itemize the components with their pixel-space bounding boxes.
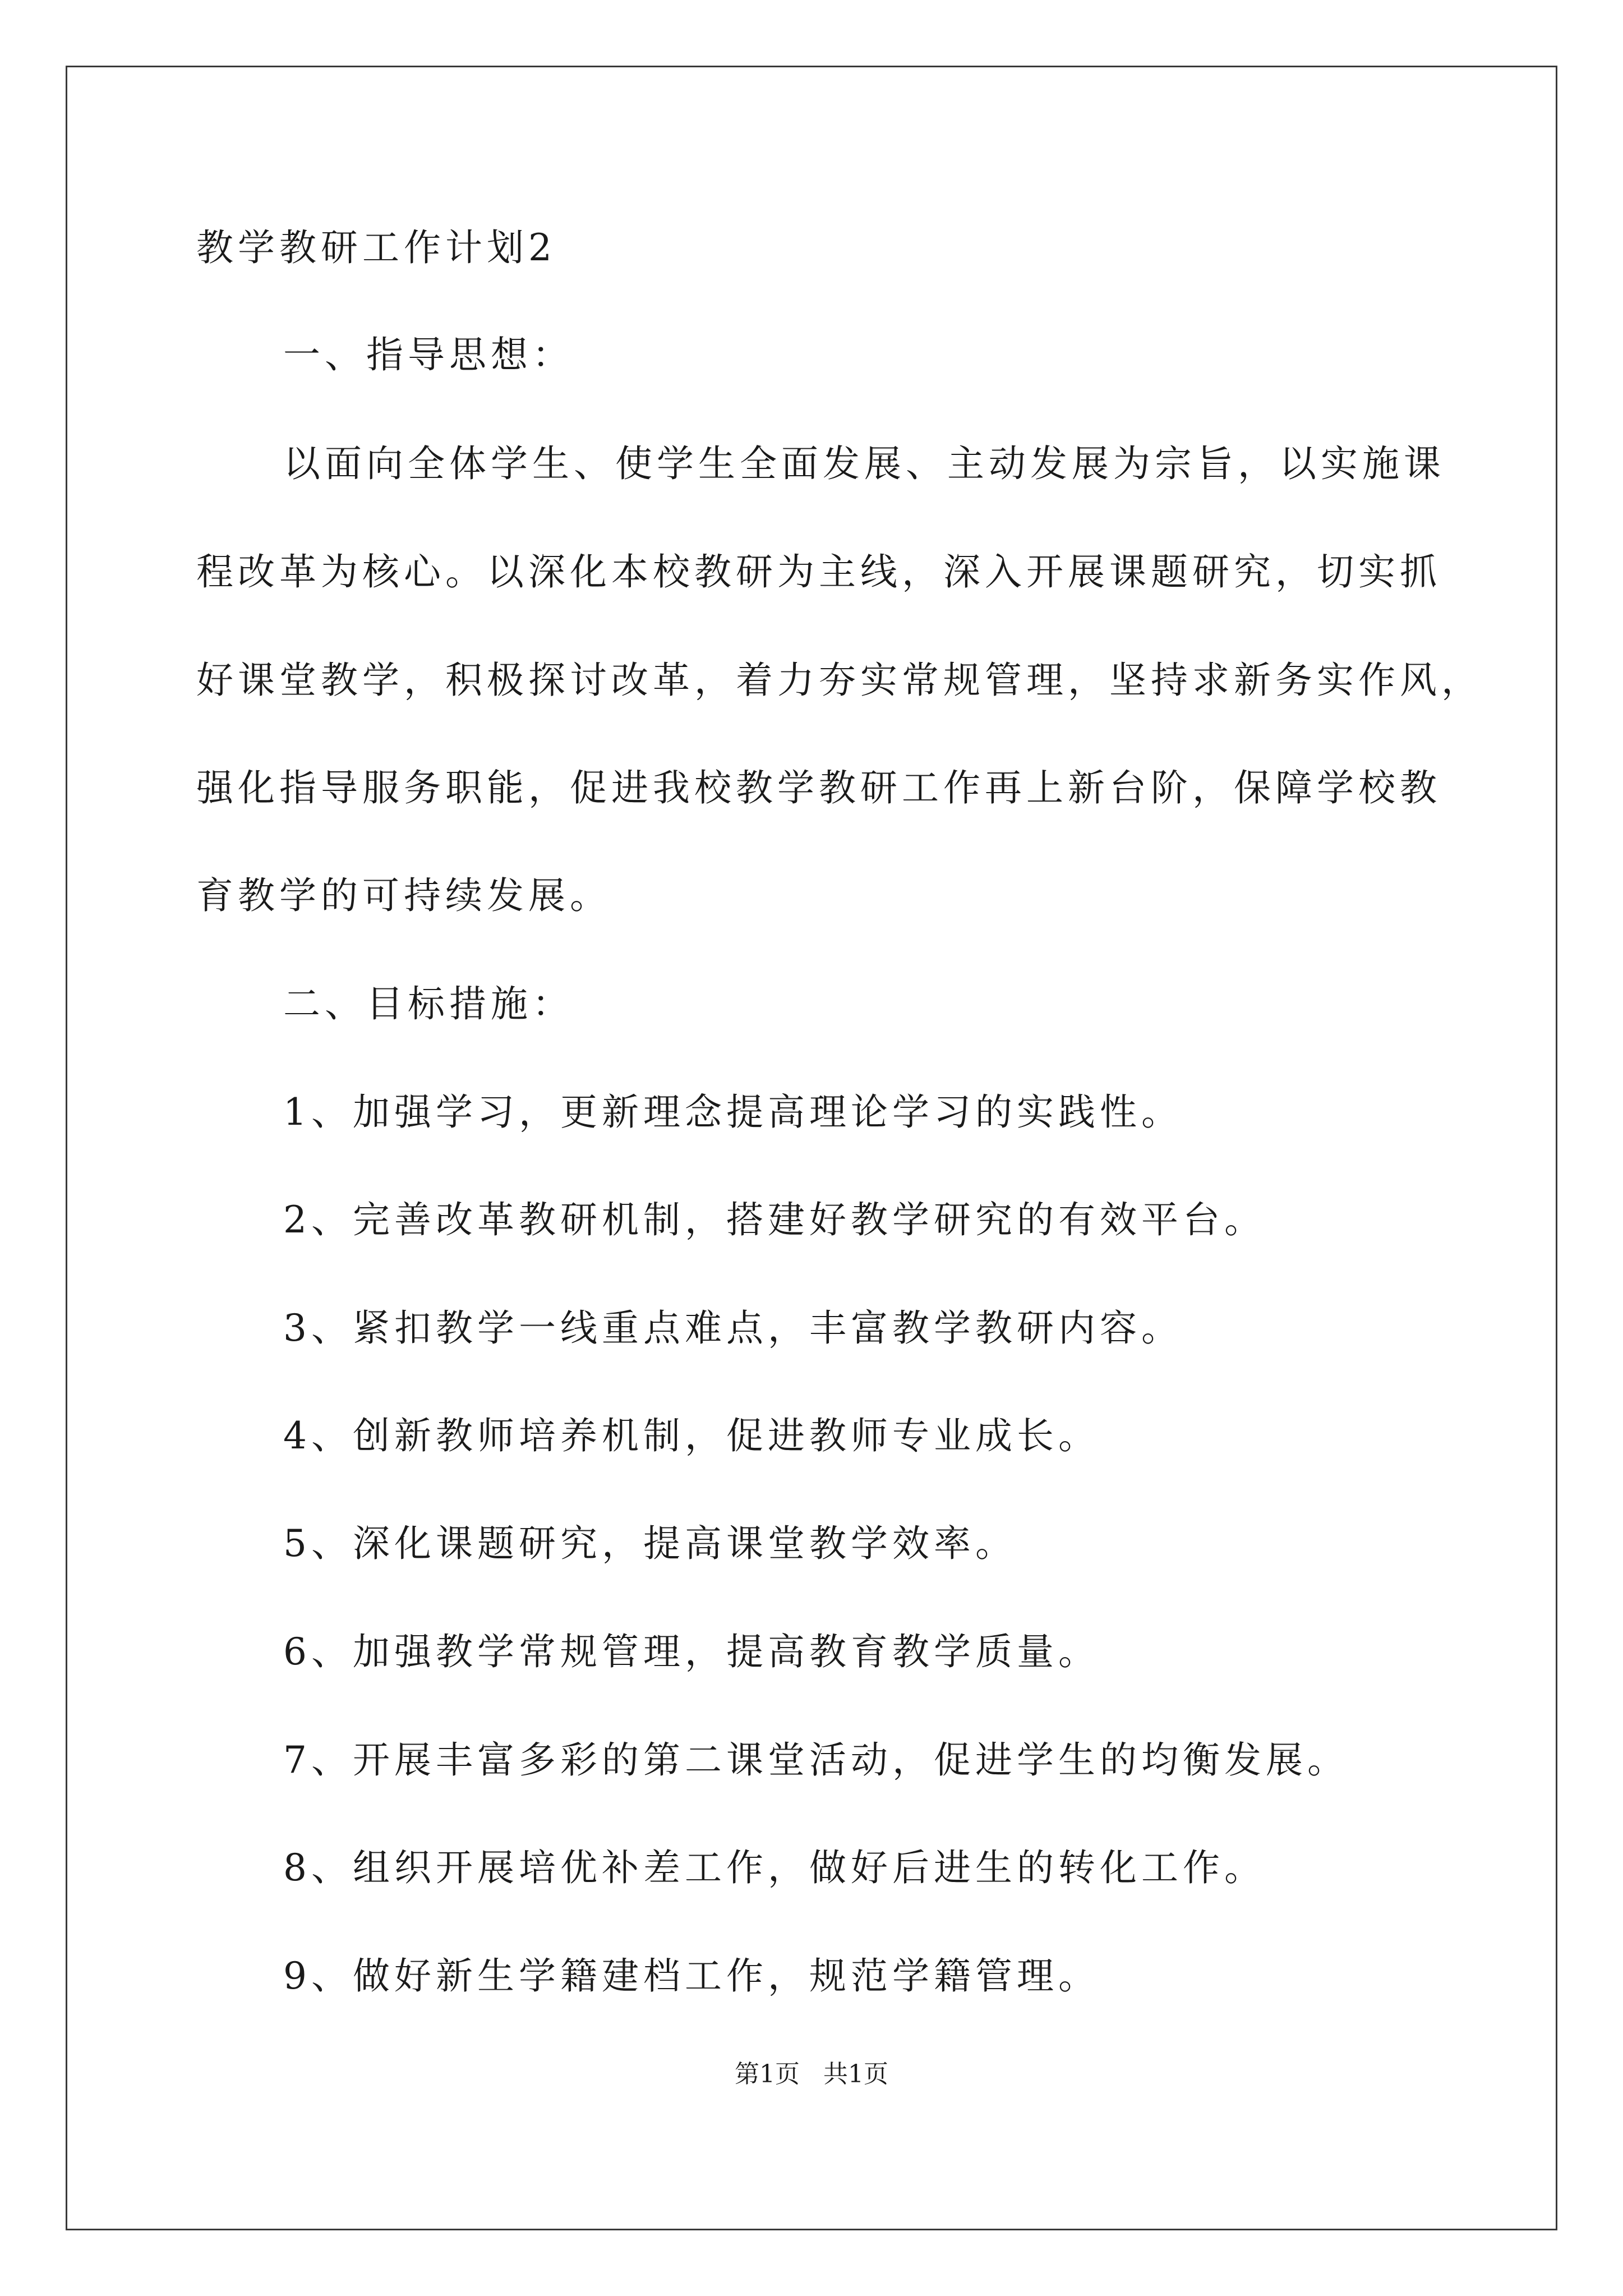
paragraph-line: 好课堂教学，积极探讨改革，着力夯实常规管理，坚持求新务实作风， — [196, 659, 1483, 702]
page-border — [66, 66, 1557, 2230]
measure-item: 6、加强教学常规管理，提高教育教学质量。 — [283, 1630, 1100, 1673]
page-number-footer: 第1页 共1页 — [735, 2060, 888, 2088]
paragraph-line: 育教学的可持续发展。 — [196, 874, 611, 917]
section-heading-goals-measures: 二、目标措施： — [283, 982, 574, 1025]
measure-item: 4、创新教师培养机制，促进教师专业成长。 — [283, 1414, 1100, 1457]
measure-item: 7、开展丰富多彩的第二课堂活动，促进学生的均衡发展。 — [283, 1738, 1349, 1782]
document-title: 教学教研工作计划2 — [196, 226, 556, 269]
section-heading-guiding-ideology: 一、指导思想： — [283, 333, 574, 376]
measure-item: 3、紧扣教学一线重点难点，丰富教学教研内容。 — [283, 1306, 1183, 1350]
measure-item: 1、加强学习，更新理念提高理论学习的实践性。 — [283, 1091, 1183, 1134]
measure-item: 5、深化课题研究，提高课堂教学效率。 — [283, 1522, 1017, 1565]
measure-item: 9、做好新生学籍建档工作，规范学籍管理。 — [283, 1954, 1100, 1998]
paragraph-line: 以面向全体学生、使学生全面发展、主动发展为宗旨，以实施课 — [283, 442, 1445, 485]
paragraph-line: 程改革为核心。以深化本校教研为主线，深入开展课题研究，切实抓 — [196, 550, 1441, 593]
paragraph-line: 强化指导服务职能，促进我校教学教研工作再上新台阶，保障学校教 — [196, 766, 1441, 809]
measure-item: 8、组织开展培优补差工作，做好后进生的转化工作。 — [283, 1846, 1266, 1889]
measure-item: 2、完善改革教研机制，搭建好教学研究的有效平台。 — [283, 1198, 1266, 1241]
